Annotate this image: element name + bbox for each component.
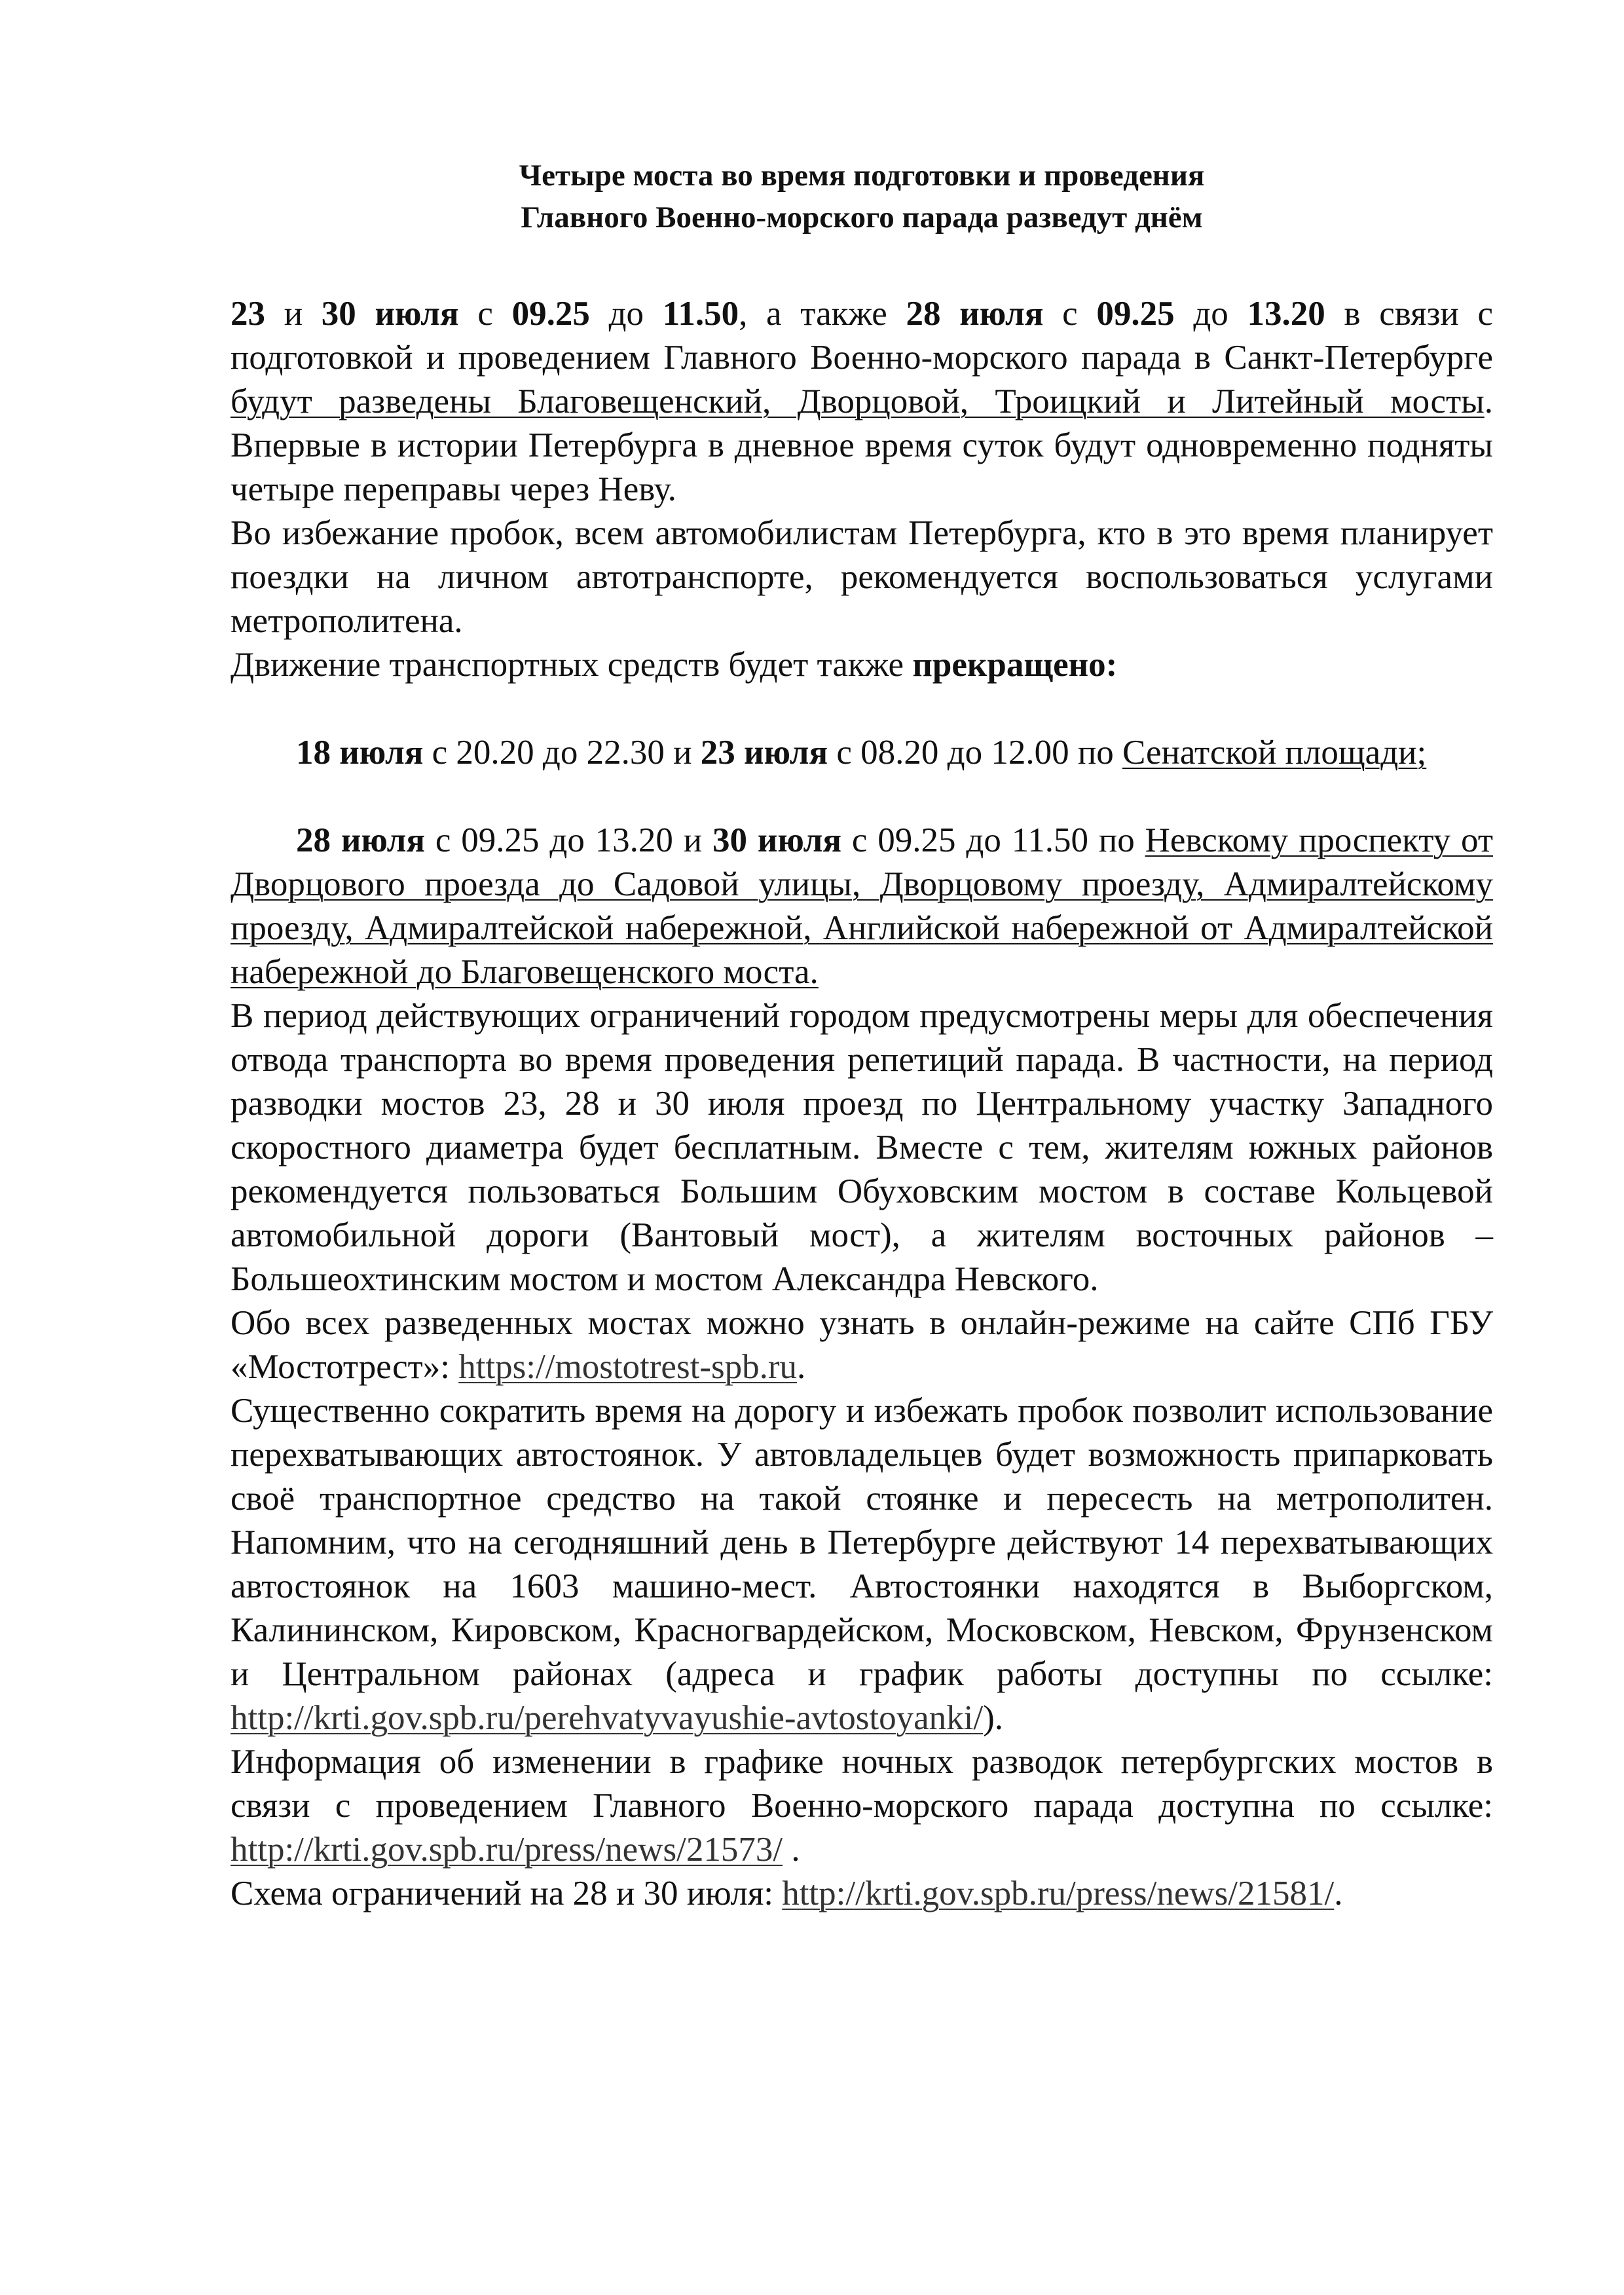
date: 30 июля	[321, 295, 459, 333]
text: до	[1174, 295, 1247, 333]
text: Обо всех разведенных мостах можно узнать в онлайн-режиме на сайте СПб ГБУ «Мостотрест»:	[231, 1304, 1493, 1386]
date: 23 июля	[700, 734, 828, 772]
text: Движение транспортных средств будет также	[231, 646, 913, 684]
date: 18 июля	[296, 734, 424, 772]
paragraph-restrictions: В период действующих ограничений городом предусмотрены меры для обеспечения отвода транспорта во время проведения репетиций парада. В частности, на период разводки мостов 23, 28 и 30 июля проезд по Центральному участку Западного скоростного диаметра будет бесплатным. Вместе с тем, жителям южных районов рекомендуется пользоваться Большим Обуховским мостом в составе Кольцевой автомобильной дороги (Вантовый мост), а жителям восточных районов – Большеохтинским мостом и мостом Александра Невского.	[231, 997, 1493, 1298]
text: . Впервые в истории Петербурга в дневное время суток будут одновременно подняты четыре переправы через Неву.	[231, 382, 1493, 508]
text: с	[458, 295, 512, 333]
text: до	[589, 295, 663, 333]
paragraph-bridges	[231, 292, 1493, 512]
time: 09.25	[1096, 295, 1175, 333]
document-body	[231, 155, 1493, 1916]
underlined-streets: Невскому проспекту от Дворцового проезда до Садовой улицы, Дворцовому проезду, Адмиралтейскому проезду, Адмиралтейской набережной, Английской набережной от Адмиралтейской набережной до Благовещенского моста.	[231, 821, 1493, 991]
text: с 09.25 до 11.50 по	[841, 821, 1145, 859]
paragraph-scheme	[231, 1872, 1493, 1916]
document-title	[231, 155, 1493, 238]
night-schedule-link[interactable]: http://krti.gov.spb.ru/press/news/21573/	[231, 1831, 783, 1869]
time: 09.25	[511, 295, 590, 333]
time: 11.50	[662, 295, 739, 333]
text: и	[265, 295, 322, 333]
date: 30 июля	[712, 821, 842, 859]
text: ).	[983, 1699, 1004, 1737]
date: 28 июля	[296, 821, 425, 859]
scheme-link[interactable]: http://krti.gov.spb.ru/press/news/21581/	[782, 1875, 1335, 1912]
date: 28 июля	[906, 295, 1044, 333]
title-line-1: Четыре моста во время подготовки и проведения	[519, 159, 1205, 193]
title-line-2: Главного Военно-морского парада разведут днём	[521, 200, 1203, 234]
text: Существенно сократить время на дорогу и избежать пробок позволит использование перехватывающих автостоянок. У автовладельцев будет возможность припарковать своё транспортное средство на такой стоянке и пересесть на метрополитен. Напомним, что на сегодняшний день в Петербурге действуют 14 перехватывающих автостоянок на 1603 машино-мест. Автостоянки находятся в Выборгском, Калининском, Кировском, Красногвардейском, Московском, Невском, Фрунзенском и Центральном районах (адреса и график работы доступны по ссылке:	[231, 1392, 1493, 1693]
text: .	[783, 1831, 800, 1869]
paragraph-metro-advice: Во избежание пробок, всем автомобилистам Петербурга, кто в это время планирует поездки на личном автотранспорте, рекомендуется воспользоваться услугами метрополитена.	[231, 514, 1493, 640]
date: 23	[231, 295, 265, 333]
paragraph-mostotrest	[231, 1301, 1493, 1389]
text: Схема ограничений на 28 и 30 июля:	[231, 1875, 783, 1912]
text: Информация об изменении в графике ночных разводок петербургских мостов в связи с проведением Главного Военно-морского парада доступна по ссылке:	[231, 1743, 1493, 1825]
bold-stopped: прекращено:	[912, 646, 1118, 684]
paragraph-night-schedule	[231, 1740, 1493, 1872]
text: с 20.20 до 22.30 и	[423, 734, 701, 772]
paragraph-parking	[231, 1389, 1493, 1740]
paragraph-nevsky	[231, 819, 1493, 994]
text: .	[796, 1348, 806, 1386]
text: с 09.25 до 13.20 и	[425, 821, 713, 859]
mostotrest-link[interactable]: https://mostotrest-spb.ru	[458, 1348, 797, 1386]
text: с	[1043, 295, 1097, 333]
paragraph-traffic-stopped	[231, 643, 1493, 687]
text: .	[1334, 1875, 1343, 1912]
text: в связи с подготовкой и проведением Главного Военно-морского парада в Санкт-Петербурге	[231, 295, 1493, 377]
underlined-bridges: будут разведены Благовещенский, Дворцовой, Троицкий и Литейный мосты	[231, 382, 1485, 420]
text: с 08.20 до 12.00 по	[828, 734, 1122, 772]
parking-link[interactable]: http://krti.gov.spb.ru/perehvatyvayushie-avtostoyanki/	[231, 1699, 984, 1737]
paragraph-senate-square	[231, 731, 1493, 775]
text: , а также	[739, 295, 906, 333]
time: 13.20	[1247, 295, 1325, 333]
underlined-location: Сенатской площади;	[1122, 734, 1427, 772]
